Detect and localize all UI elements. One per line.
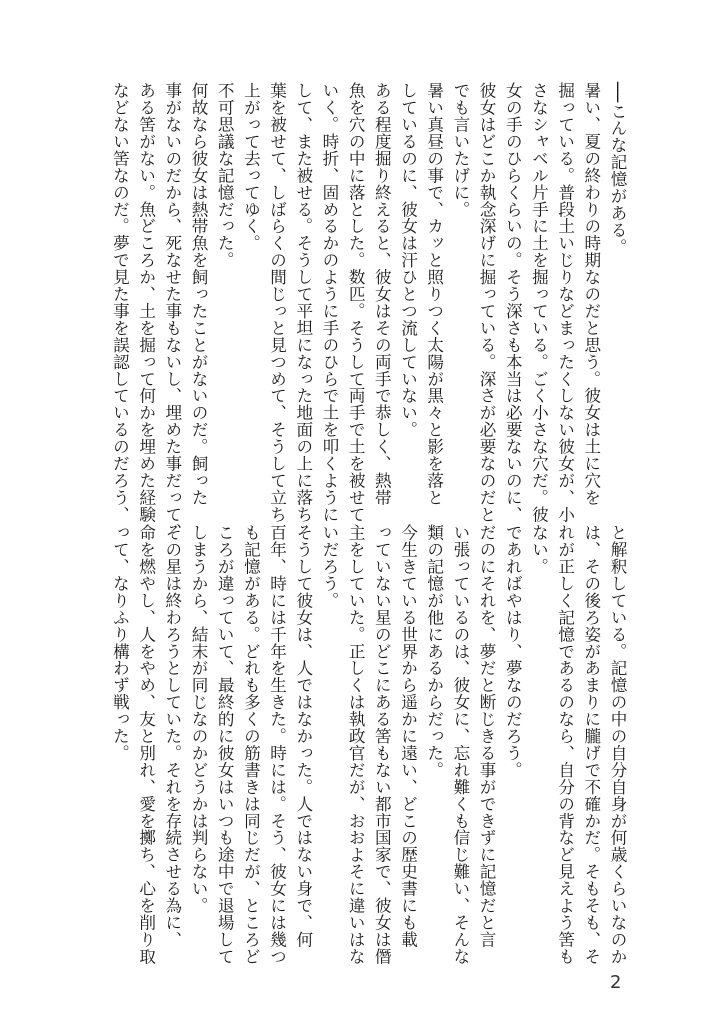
text-column: などない筈なのだ。夢で見た事を誤認しているのだろう、 [110,82,130,523]
text-column: ある筈がない。魚どころか、土を掘って何かを埋めた経験 [136,82,156,523]
text-column: そうして彼女は、人ではなかった。人ではない身で、何 [293,524,313,948]
text-column: 暑い、夏の終わりの時期なのだと思う。彼女は土に穴を [581,82,601,506]
text-column: 魚を穴の中に落とした。数匹。そうして両手で土を被せて [346,82,366,523]
text-column: その星は終わろうとしていた。それを存続させる為に、 [162,524,182,948]
text-column: と解釈している。記憶の中の自分自身が何歳くらいなのか [608,524,627,965]
lower-text-block [110,524,627,965]
text-column: 命を燃やし、人をやめ、友と別れ、愛を擲ち、心を削り取 [136,524,156,965]
text-column: は、その後ろ姿があまりに朧げで不確かだ。そもそも、そ [581,524,601,965]
text-column: 百年、時には千年を生きた。時には。そう、彼女には幾つ [267,524,287,965]
text-column: 掘っている。普段土いじりなどまったくしない彼女が、小 [555,82,575,523]
text-column: 不可思議な記憶だった。 [215,82,235,269]
text-column: しまうから、結末が同じなのかどうかは判らない。 [189,524,208,914]
text-column: いだろう。 [319,524,339,609]
text-column: 上がって去ってゆく。 [241,82,261,252]
text-column: ない。 [529,524,549,575]
text-column: ──こんな記憶がある。 [608,82,627,256]
text-column: 主をしていた。正しくは執政官だが、おおよそに違いはな [346,524,366,965]
text-column: して、また被せる。そうして平坦になった地面の上に落ち [293,82,313,523]
text-column: も記憶がある。どれも多くの筋書きは同じだが、ところど [241,524,261,965]
text-column: れが正しく記憶であるのなら、自分の背など見えよう筈も [555,524,575,965]
text-column: でも言いたげに。 [450,82,470,218]
text-column: であればやはり、夢なのだろう。 [503,524,523,779]
text-column: 彼女はどこか執念深げに掘っている。深さが必要なのだと [477,82,497,523]
text-column: さなシャベル片手に土を掘っている。ごく小さな穴だ。彼 [529,82,549,523]
text-column: 事がないのだから、死なせた事もないし、埋めた事だって、 [162,82,182,540]
text-column: 葉を被せて、しばらくの間じっと見つめて、そうして立ち [267,82,287,523]
text-column: だのにそれを、夢だと断じきる事ができずに記憶だと言 [477,524,497,948]
page-number: 2 [610,972,622,993]
text-column: い張っているのは、彼女に、忘れ難くも信じ難い、そんな [450,524,470,965]
text-column: いく。時折、固めるかのように手のひらで土を叩くように [319,82,339,523]
text-column: って、なりふり構わず戦った。 [110,524,130,762]
text-column: 類の記憶が他にあるからだった。 [424,524,444,779]
text-column: ころが違っていて、最終的に彼女はいつも途中で退場して [215,524,235,965]
text-column: っていない星のどこにある筈もない都市国家で、彼女は僭 [372,524,392,965]
text-column: 今生きている世界から遥かに遠い、どこの歴史書にも載 [398,524,418,948]
upper-text-block [110,82,627,540]
text-column: しているのに、彼女は汗ひとつ流していない。 [398,82,418,438]
text-column: ある程度掘り終えると、彼女はその両手で恭しく、熱帯 [372,82,392,506]
text-column: 女の手のひらくらいの。そう深さも本当は必要ないのに、 [503,82,523,523]
text-column: 暑い真昼の事で、カッと照りつく太陽が黒々と影を落と [424,82,444,506]
text-column: 何故なら彼女は熱帯魚を飼ったことがないのだ。飼った [189,82,208,506]
